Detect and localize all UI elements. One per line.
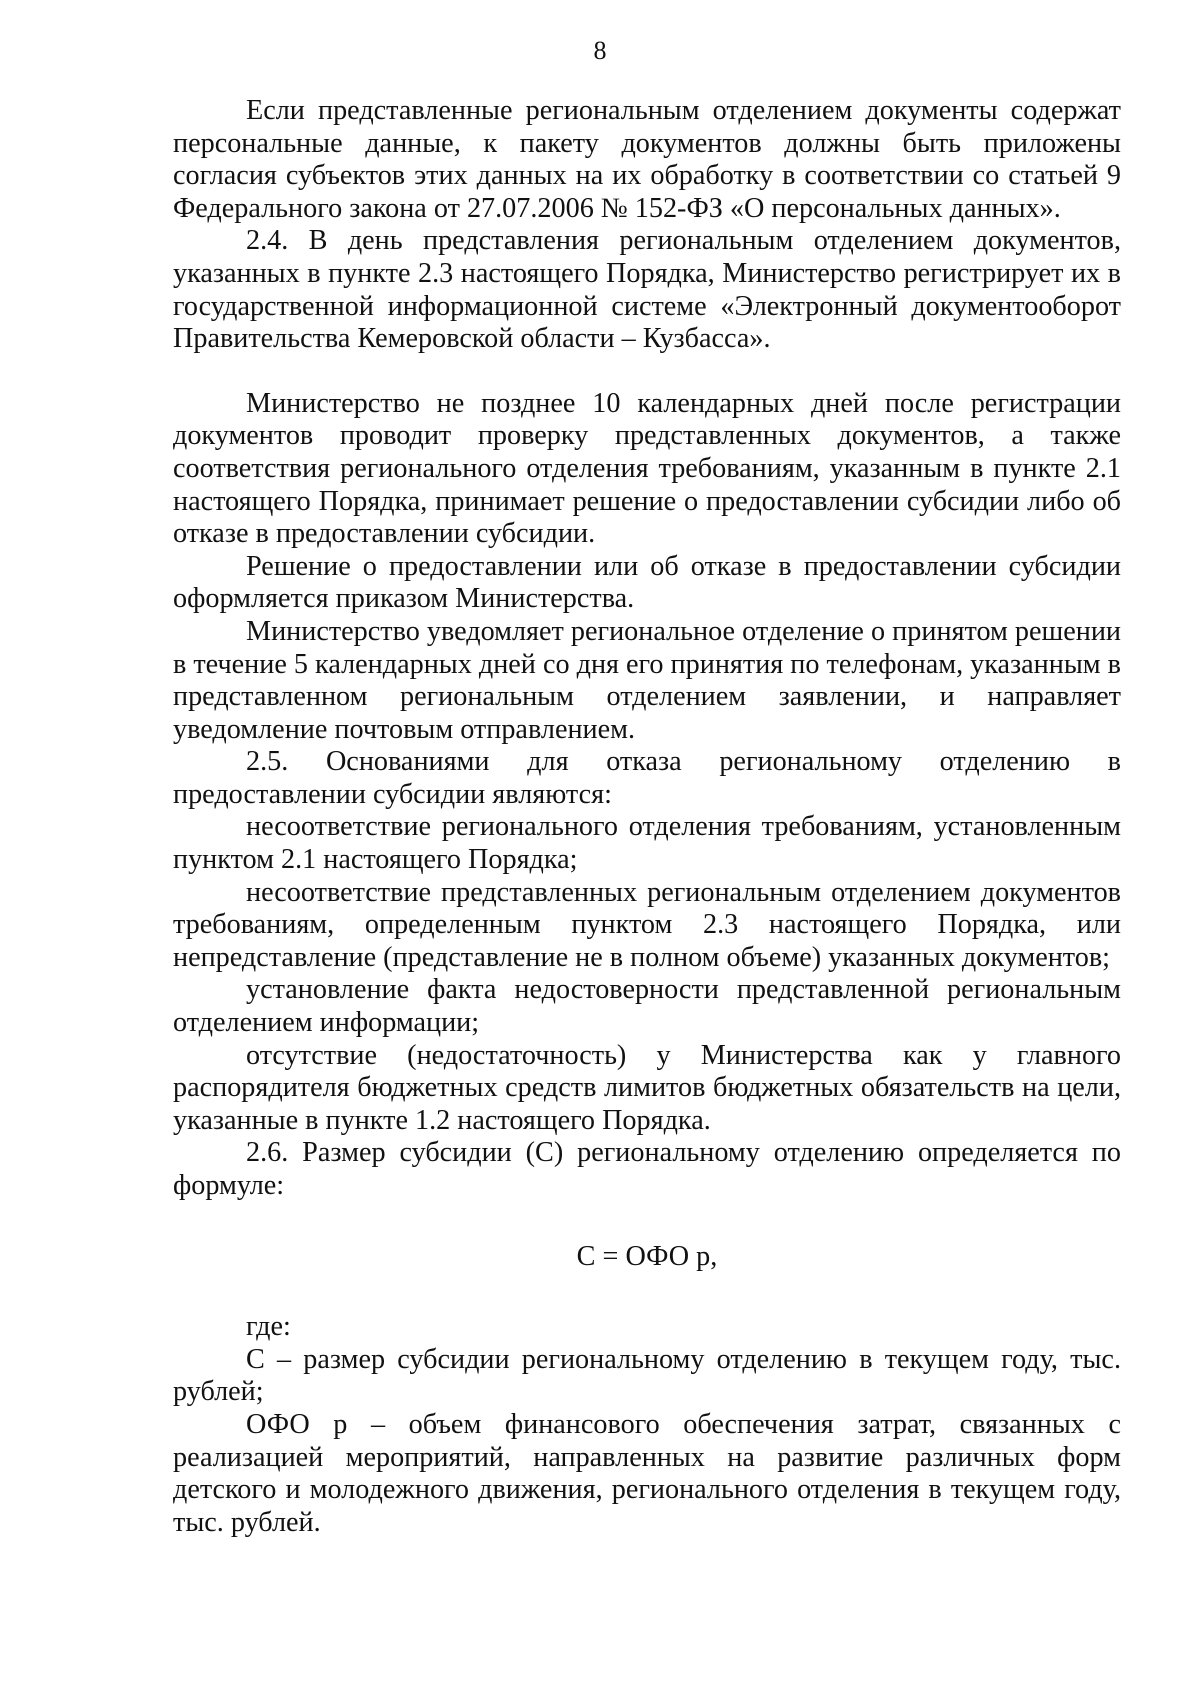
page-number: 8	[593, 36, 607, 65]
refusal-reason-false-info: установление факта недостоверности представленной региональным отделением информации;	[173, 974, 1121, 1039]
paragraph-2-5: 2.5. Основаниями для отказа региональному отделению в предоставлении субсидии являются:	[173, 746, 1121, 810]
refusal-reason-documents: несоответствие представленных региональным отделением документов требованиям, определенным пунктом 2.3 настоящего Порядка, или непредставление (представление не в полном объеме) указанных документов;	[173, 876, 1121, 973]
refusal-reason-limits: отсутствие (недостаточность) у Министерства как у главного распорядителя бюджетных средств лимитов бюджетных обязательств на цели, указанные в пункте 1.2 настоящего Порядка.	[173, 1039, 1121, 1136]
definition-where: где:	[246, 1311, 291, 1343]
refusal-reason-requirements: несоответствие регионального отделения требованиям, установленным пунктом 2.1 настоящего Порядка;	[173, 811, 1121, 876]
definition-c: С – размер субсидии региональному отделению в текущем году, тыс. рублей;	[173, 1343, 1121, 1408]
paragraph-ministry-review: Министерство не позднее 10 календарных дней после регистрации документов проводит проверку представленных документов, а также соответствия регионального отделения требованиям, указанным в пункте 2.1 настоящего Порядка, принимает решение о предоставлении субсидии либо об отказе в предоставлении субсидии.	[173, 387, 1121, 550]
paragraph-decision-order: Решение о предоставлении или об отказе в предоставлении субсидии оформляется приказом Министерства.	[173, 550, 1121, 615]
document-body	[173, 95, 1121, 1539]
paragraph-2-4: 2.4. В день представления региональным отделением документов, указанных в пункте 2.3 настоящего Порядка, Министерство регистрирует их в государственной информационной системе «Электронный документооборот Правительства Кемеровской области – Кузбасса».	[173, 225, 1121, 355]
paragraph-notification: Министерство уведомляет региональное отделение о принятом решении в течение 5 календарных дней со дня его принятия по телефонам, указанным в представленном региональным отделением заявлении, и направляет уведомление почтовым отправлением.	[173, 615, 1121, 745]
paragraph-spacer	[173, 356, 1121, 388]
paragraph-2-6: 2.6. Размер субсидии (С) региональному отделению определяется по формуле:	[173, 1137, 1121, 1201]
subsidy-formula: С = ОФО р,	[576, 1240, 718, 1272]
paragraph-personal-data: Если представленные региональным отделением документы содержат персональные данные, к пакету документов должны быть приложены согласия субъектов этих данных на их обработку в соответствии со статьей 9 Федерального закона от 27.07.2006 № 152-ФЗ «О персональных данных».	[173, 95, 1121, 224]
definition-ofo: ОФО р – объем финансового обеспечения затрат, связанных с реализацией мероприятий, направленных на развитие различных форм детского и молодежного движения, регионального отделения в текущем году, тыс. рублей.	[173, 1408, 1121, 1538]
